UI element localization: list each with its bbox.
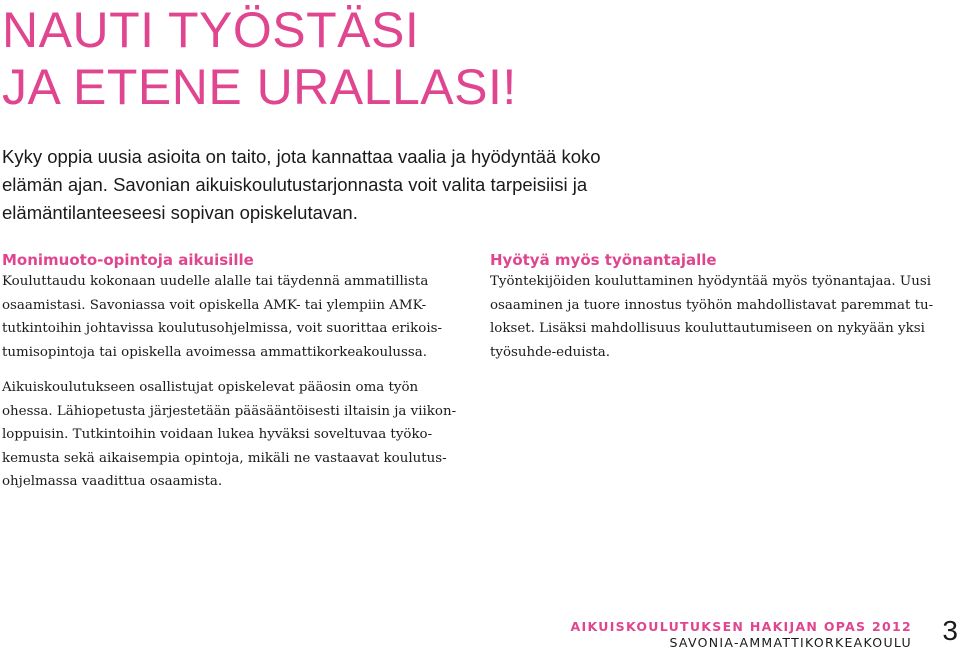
body-line: Kouluttaudu kokonaan uudelle alalle tai täydennä ammatillista (2, 274, 429, 289)
body-line: osaaminen ja tuore innostus työhön mahdollistavat paremmat tu- (490, 297, 934, 313)
page-title (2, 2, 517, 116)
body-line: tutkintoihin johtavissa koulutusohjelmissa, voit suorittaa erikois- (2, 321, 443, 336)
body-line: lokset. Lisäksi mahdollisuus kouluttautumiseen on nykyään yksi (490, 321, 925, 336)
body-line: loppuisin. Tutkintoihin voidaan lukea hyväksi soveltuvaa työko- (2, 427, 433, 442)
body-line: kemusta sekä aikaisempia opintoja, mikäli ne vastaavat koulutus- (2, 450, 447, 466)
section-body-osallistujat (2, 376, 456, 494)
body-line: ohessa. Lähiopetusta järjestetään pääsääntöisesti iltaisin ja viikon- (2, 403, 457, 419)
page-title-line-2: JA ETENE URALLASI! (2, 59, 517, 115)
intro-line: elämän ajan. Savonian aikuiskoulutustarjonnasta voit valita tarpeisiisi ja (2, 174, 588, 195)
body-line: Työntekijöiden kouluttaminen hyödyntää myös työnantajaa. Uusi (490, 274, 931, 289)
body-line: Aikuiskoulutukseen osallistujat opiskelevat pääosin oma työn (2, 380, 419, 395)
footer-guide-title: AIKUISKOULUTUKSEN HAKIJAN OPAS 2012 (570, 619, 912, 634)
body-line: tumisopintoja tai opiskella avoimessa ammattikorkeakoulussa. (2, 344, 427, 360)
section-heading-monimuoto: Monimuoto-opintoja aikuisille (2, 251, 254, 269)
intro-line: elämäntilanteeseesi sopivan opiskelutavan. (2, 202, 358, 223)
section-body-tyonantaja (490, 270, 933, 364)
intro-line: Kyky oppia uusia asioita on taito, jota kannattaa vaalia ja hyödyntää koko (2, 146, 601, 167)
intro-paragraph (2, 143, 702, 227)
body-line: osaamistasi. Savoniassa voit opiskella AMK- tai ylempiin AMK- (2, 297, 427, 313)
page-title-line-1: NAUTI TYÖSTÄSI (2, 2, 420, 58)
page-number: 3 (942, 615, 958, 646)
footer-organization: SAVONIA-AMMATTIKORKEAKOULU (669, 635, 912, 650)
body-line: työsuhde-eduista. (490, 344, 611, 360)
section-heading-tyonantaja: Hyötyä myös työnantajalle (490, 251, 717, 269)
body-line: ohjelmassa vaadittua osaamista. (2, 474, 223, 489)
section-body-monimuoto (2, 270, 442, 364)
